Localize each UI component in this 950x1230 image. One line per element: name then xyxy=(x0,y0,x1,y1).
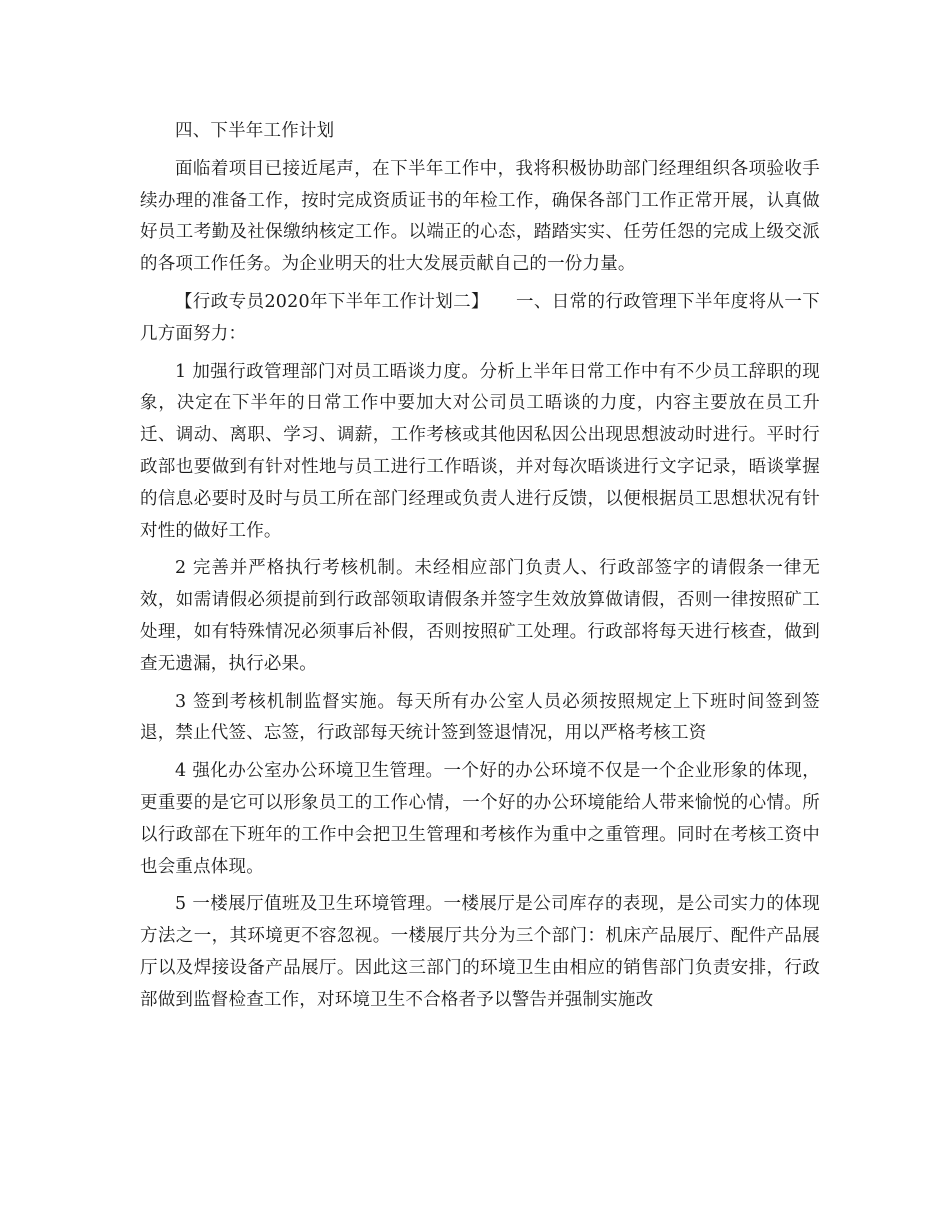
paragraph-project-closing: 面临着项目已接近尾声，在下半年工作中，我将积极协助部门经理组织各项验收手续办理的准备工作，按时完成资质证书的年检工作，确保各部门工作正常开展，认真做好员工考勤及社保缴纳核定工作。以端正的心态，踏踏实实、任劳任怨的完成上级交派的各项工作任务。为企业明天的壮大发展贡献自己的一份力量。 xyxy=(140,158,820,275)
paragraph-item-5: 5 一楼展厅值班及卫生环境管理。一楼展厅是公司库存的表现，是公司实力的体现方法之一，其环境更不容忽视。一楼展厅共分为三个部门：机床产品展厅、配件产品展厅以及焊接设备产品展厅。因此这三部门的环境卫生由相应的销售部门负责安排，行政部做到监督检查工作，对环境卫生不合格者予以警告并强制实施改 xyxy=(140,894,820,1010)
document-body xyxy=(140,116,820,1023)
paragraph-item-2: 2 完善并严格执行考核机制。未经相应部门负责人、行政部签字的请假条一律无效，如需请假必须提前到行政部领取请假条并签字生效放算做请假，否则一律按照矿工处理，如有特殊情况必须事后补假，否则按照矿工处理。行政部将每天进行核查，做到查无遗漏，执行必果。 xyxy=(140,558,820,674)
paragraph-plan-two-intro: 【行政专员2020年下半年工作计划二】 一、日常的行政管理下半年度将从一下几方面努力： xyxy=(140,291,820,344)
section-heading: 四、下半年工作计划 xyxy=(175,121,335,141)
paragraph-item-4: 4 强化办公室办公环境卫生管理。一个好的办公环境不仅是一个企业形象的体现，更重要的是它可以形象员工的工作心情，一个好的办公环境能给人带来愉悦的心情。所以行政部在下班年的工作中会把卫生管理和考核作为重中之重管理。同时在考核工资中也会重点体现。 xyxy=(140,761,820,877)
paragraph-item-3: 3 签到考核机制监督实施。每天所有办公室人员必须按照规定上下班时间签到签退，禁止代签、忘签，行政部每天统计签到签退情况，用以严格考核工资 xyxy=(140,691,820,744)
paragraph-item-1: 1 加强行政管理部门对员工晤谈力度。分析上半年日常工作中有不少员工辞职的现象，决定在下半年的日常工作中要加大对公司员工晤谈的力度，内容主要放在员工升迁、调动、离职、学习、调薪，工作考核或其他因私因公出现思想波动时进行。平时行政部也要做到有针对性地与员工进行工作晤谈，并对每次晤谈进行文字记录，晤谈掌握的信息必要时及时与员工所在部门经理或负责人进行反馈，以便根据员工思想状况有针对性的做好工作。 xyxy=(140,361,820,541)
